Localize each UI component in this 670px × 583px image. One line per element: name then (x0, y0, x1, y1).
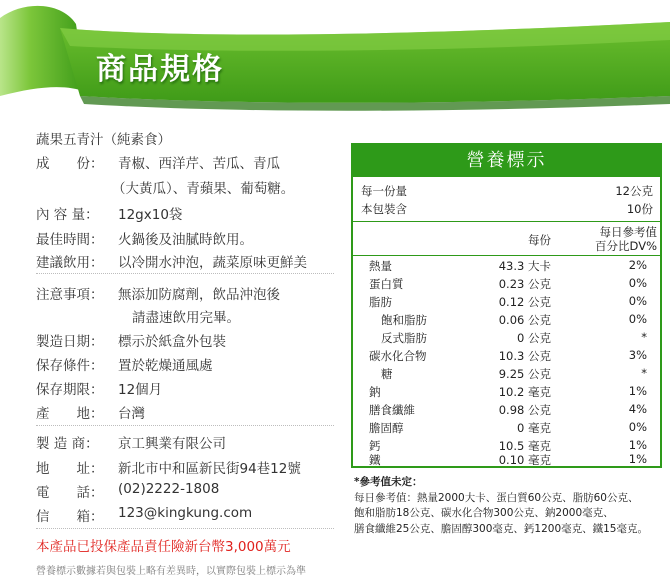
serving-size-value: 12公克 (615, 184, 653, 198)
suggest-value: 以冷開水沖泡，蔬菜原味更鮮美 (118, 255, 307, 271)
nutrition-title: 營養標示 (353, 145, 660, 177)
ingredients-label: 成 份： (36, 156, 104, 172)
storage-value: 置於乾燥通風處 (118, 358, 213, 374)
origin-value: 台灣 (118, 406, 145, 422)
nutrient-daily-pct: * (641, 366, 647, 380)
nutrient-daily-pct: 3% (628, 348, 647, 362)
nutrient-name: 膽固醇 (369, 421, 404, 435)
nutrient-daily-pct: 1% (628, 452, 647, 466)
nutrient-amount: 10.5 毫克 (498, 439, 551, 453)
table-rule (353, 221, 660, 222)
table-rule (353, 255, 660, 256)
notice-label: 注意事項： (36, 287, 104, 303)
capacity-label: 內 容 量： (36, 207, 99, 223)
nutrient-name: 鈣 (369, 439, 381, 453)
daily-value-header-line2: 百分比DV% (595, 239, 657, 253)
maker-value: 京工興業有限公司 (118, 436, 226, 452)
nutrient-amount: 0.23 公克 (498, 277, 551, 291)
nutrition-table (351, 143, 662, 468)
origin-label: 產 地： (36, 406, 104, 422)
nutrient-daily-pct: 1% (628, 384, 647, 398)
nutrition-notes (354, 475, 668, 537)
notes-line: 每日參考值：熱量2000大卡、蛋白質60公克、脂肪60公克、 (354, 491, 639, 504)
notes-line: 飽和脂肪18公克、碳水化合物300公克、鈉2000毫克、 (354, 507, 614, 519)
nutrient-daily-pct: 4% (628, 402, 647, 416)
nutrient-amount: 43.3 大卡 (498, 259, 551, 273)
divider (36, 528, 334, 529)
banner-title: 商品規格 (96, 52, 224, 87)
shelf-value: 12個月 (118, 382, 163, 398)
nutrient-amount: 9.25 公克 (498, 367, 551, 381)
capacity-value: 12gx10袋 (118, 207, 183, 223)
notice-value-line1: 無添加防腐劑，飲品沖泡後 (118, 287, 280, 303)
nutrient-name: 脂肪 (369, 295, 392, 309)
nutrient-amount: 0 公克 (517, 331, 551, 345)
phone-value: (02)2222-1808 (118, 481, 220, 497)
ingredients-value-line2: （大黃瓜）、青蘋果、葡萄糖。 (112, 181, 295, 197)
email-label: 信 箱： (36, 509, 104, 525)
nutrient-daily-pct: 0% (628, 294, 647, 308)
shelf-label: 保存期限： (36, 382, 104, 398)
nutrient-name: 鐵 (369, 453, 381, 467)
email-link[interactable]: 123@kingkung.com (118, 505, 253, 521)
nutrient-daily-pct: 0% (628, 420, 647, 434)
nutrient-amount: 0.06 公克 (498, 313, 551, 327)
servings-value: 10份 (626, 202, 653, 216)
nutrient-amount: 0.10 毫克 (498, 453, 551, 467)
nutrient-daily-pct: 0% (628, 312, 647, 326)
nutrient-name: 糖 (381, 367, 393, 381)
nutrient-name: 碳水化合物 (369, 349, 427, 363)
address-value: 新北市中和區新民街94巷12號 (118, 461, 301, 477)
nutrient-name: 熱量 (369, 259, 392, 273)
best-time-value: 火鍋後及油膩時飲用。 (118, 232, 253, 248)
ingredients-value-line1: 青椒、西洋芹、苦瓜、青瓜 (118, 156, 280, 172)
mfg-value: 標示於紙盒外包裝 (118, 334, 226, 350)
nutrient-amount: 0.12 公克 (498, 295, 551, 309)
nutrient-name: 蛋白質 (369, 277, 404, 291)
per-serving-header: 每份 (528, 233, 551, 247)
maker-label: 製 造 商： (36, 436, 99, 452)
suggest-label: 建議飲用： (36, 255, 104, 271)
nutrient-name: 反式脂肪 (381, 331, 427, 345)
divider (36, 425, 334, 426)
nutrient-daily-pct: 2% (628, 258, 647, 272)
disclaimer-text: 營養標示數據若與包裝上略有差異時，以實際包裝上標示為準 (36, 566, 306, 577)
nutrient-amount: 10.2 毫克 (498, 385, 551, 399)
mfg-label: 製造日期： (36, 334, 104, 350)
nutrient-amount: 0 毫克 (517, 421, 551, 435)
servings-label: 本包裝含 (361, 202, 407, 216)
header-banner (0, 0, 670, 120)
nutrient-name: 飽和脂肪 (381, 313, 427, 327)
nutrient-name: 鈉 (369, 385, 381, 399)
notes-line: 膳食纖維25公克、膽固醇300毫克、鈣1200毫克、鐵15毫克。 (354, 522, 648, 535)
nutrient-amount: 0.98 公克 (498, 403, 551, 417)
nutrient-daily-pct: 1% (628, 438, 647, 452)
phone-label: 電 話： (36, 485, 104, 501)
nutrient-amount: 10.3 公克 (498, 349, 551, 363)
insurance-notice: 本產品已投保產品責任險新台幣3,000萬元 (36, 539, 291, 555)
notice-value-line2: 請盡速飲用完畢。 (132, 310, 240, 326)
best-time-label: 最佳時間： (36, 232, 104, 248)
nutrient-daily-pct: 0% (628, 276, 647, 290)
nutrient-daily-pct: * (641, 330, 647, 344)
notes-title: *參考值未定： (354, 476, 423, 488)
product-name: 蔬果五青汁（純素食） (36, 132, 171, 148)
serving-size-label: 每一份量 (361, 184, 407, 198)
storage-label: 保存條件： (36, 358, 104, 374)
address-label: 地 址： (36, 461, 104, 477)
daily-value-header-line1: 每日參考值 (599, 225, 657, 239)
nutrient-name: 膳食纖維 (369, 403, 415, 417)
divider (36, 273, 334, 274)
